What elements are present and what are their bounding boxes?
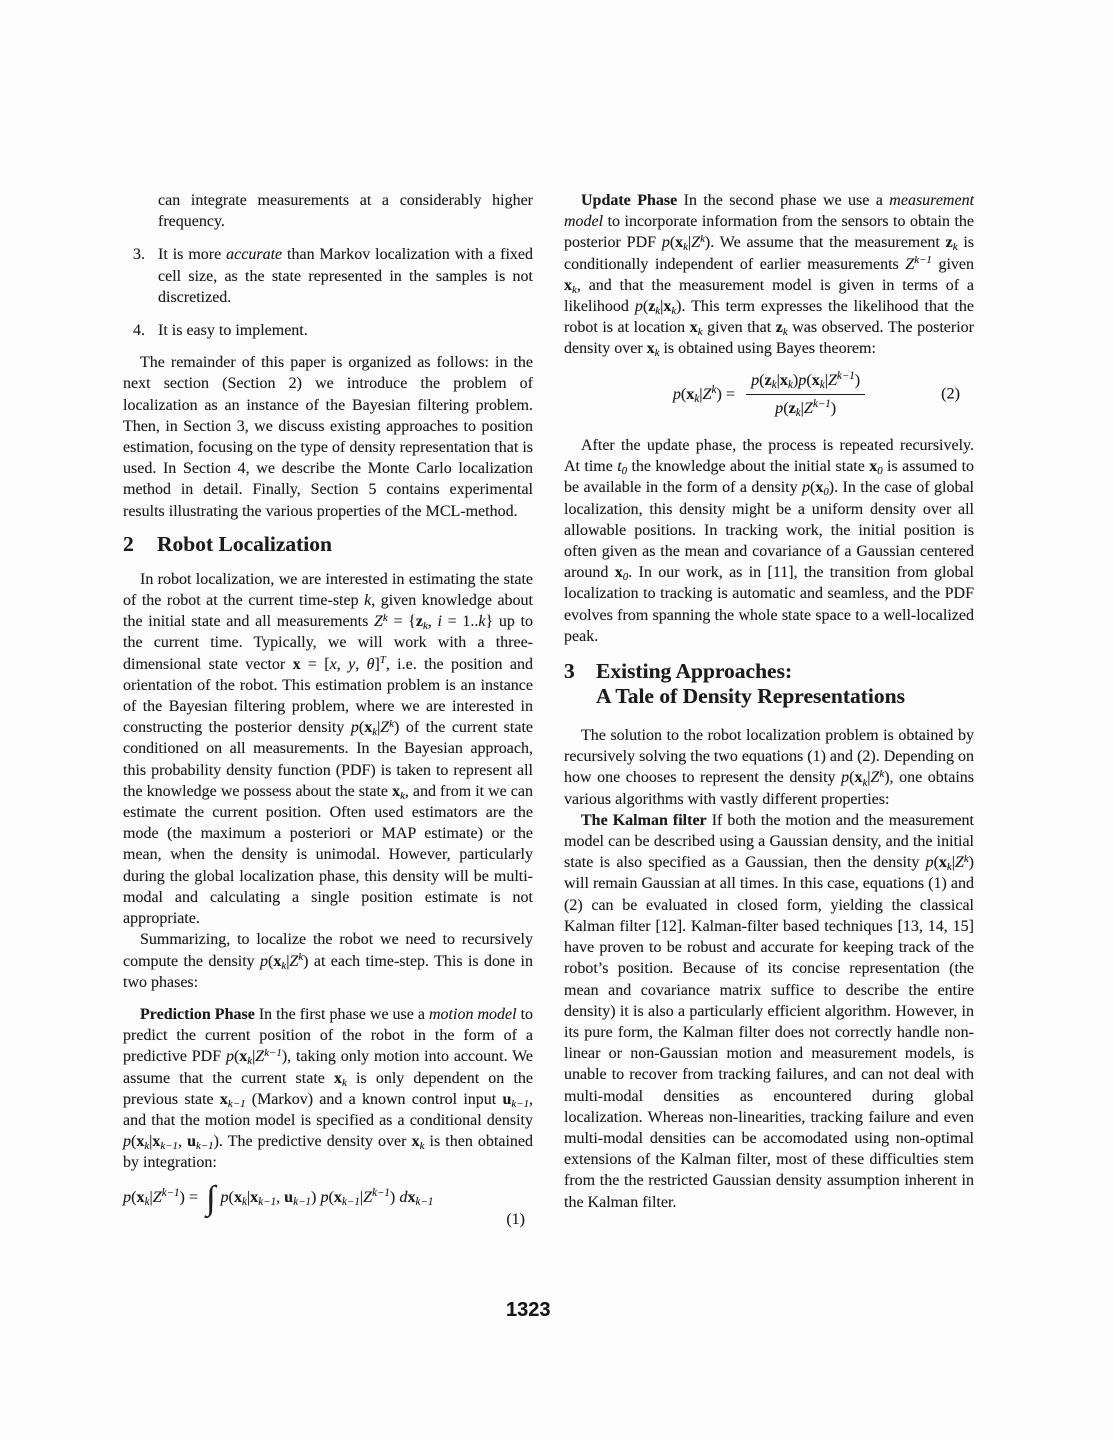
paragraph-solution: The solution to the robot localization problem is obtained by recursively solving the two equations (1) and (2). Depending on how one chooses to represent the density $p(x_k|Z^k)$, one obtains various algorithms with vastly different properties: (564, 727, 974, 808)
paragraph-update-phase: Update Phase In the second phase we use a measurement model to incorporate information from the sensors to obtain the posterior PDF $p(x_k|Z^k)$. We assume that the measurement $z_k$ is conditionally independent of earlier measurements $Z^{k-1}$ given $x_k$, and that the measurement model is given in terms of a likelihood $p(z_k|x_k)$. This term expresses the likelihood that the robot is at location $x_k$ given that $z_k$ was observed. The posterior density over $x_k$ is obtained using Bayes theorem: (564, 192, 975, 360)
paragraph-after-update: After the update phase, the process is repeated recursively. At time $t_0$ the knowledge about the initial state $x_0$ is assumed to be available in the form of a density $p(x_0)$. In the case of global localization, this density might be a uniform density over all allowable positions. In tracking work, the initial position is often given as the mean and covariance of a Gaussian centered around $x_0$. In our work, as in [11], the transition from global localization to tracking is automatic and seamless, and the PDF evolves from spanning the whole state space to a well-localized peak. (564, 437, 975, 645)
list-item-4 (123, 320, 533, 341)
paragraph-kalman-filter: The Kalman filter If both the motion and the measurement model can be described using a Gaussian density, and the initial state is also specified as a Gaussian, then the density $p(x_k|Z^k)$ will remain Gaussian at all times. In this case, equations (1) and (2) can be evaluated in closed form, yielding the classical Kalman filter [12]. Kalman-filter based techniques [13, 14, 15] have proven to be robust and accurate for keeping track of the robot’s position. Because of its concise representation (the mean and covariance matrix suffice to describe the entire density) it is also a particularly efficient algorithm. However, in its pure form, the Kalman filter does not correctly handle non-linear or non-Gaussian motion and measurement models, is unable to recover from tracking failures, and can not deal with multi-modal densities as encountered during global localization. Whereas non-linearities, tracking failure and even multi-modal densities can be accomodated using non-optimal extensions of the Kalman filter, most of these difficulties stem from the the restricted Gaussian density assumption inherent in the Kalman filter. (564, 811, 974, 1211)
fraction-denominator: $p(z_k|Z^{k-1})$ (775, 398, 837, 419)
paragraph-summarizing: Summarizing, to localize the robot we need to recursively compute the density $p(x_k|Z^k)$ at each time-step. This is done in two phases: (123, 931, 534, 991)
fraction (746, 370, 865, 419)
section-title-line2: A Tale of Density Representations (596, 684, 905, 709)
list-item-continuation (123, 190, 533, 232)
equation-1-number: (1) (506, 1210, 525, 1228)
list-item-number: 3. (133, 246, 145, 264)
paragraph-robot-localization: In robot localization, we are interested in estimating the state of the robot at the current time-step k, given knowledge about the initial state and all measurements $Z^k = \{z_k$, i = 1..k} up to the current time. Typically, we will work with a three-dimensional state vector x = [x, y, θ]$^T$, i.e. the position and orientation of the robot. This estimation problem is an instance of the Bayesian filtering problem, where we are interested in constructing the posterior density $p(x_k|Z^k)$ of the current state conditioned on all measurements. In the Bayesian approach, this probability density function (PDF) is taken to represent all the knowledge we possess about the state $x_k$, and from it we can estimate the current position. Often used estimators are the mode (the maximum a posteriori or MAP estimate) or the mean, when the density is unimodal. However, particularly during the global localization phase, this density will be multi-modal and calculating a single position estimate is not appropriate. (123, 570, 534, 928)
equation-1 (123, 1179, 533, 1230)
equation-2 (564, 370, 974, 419)
list-item-text: can integrate measurements at a considerably higher frequency. (158, 192, 533, 231)
equation-1-lhs: $p(x_k|Z^{k-1})$ = (123, 1187, 199, 1208)
list-item-text: It is more accurate than Markov localization with a fixed cell size, as the state represented in the samples is not discretized. (158, 246, 533, 306)
section-title (596, 659, 974, 709)
left-column (123, 190, 533, 1230)
section-title-line1: Existing Approaches: (596, 659, 793, 684)
equation-1-integrand: $p(x_k|x_{k-1}$, $u_{k-1}$) $p(x_{k-1}|Z^{k-1})$ $dx_{k-1}$ (220, 1187, 434, 1208)
paragraph-prediction-phase: Prediction Phase In the first phase we use a motion model to predict the current position of the robot in the form of a predictive PDF $p(x_k|Z^{k-1})$, taking only motion into account. We assume that the current state $x_k$ is only dependent on the previous state $x_{k-1}$ (Markov) and a known control input $u_{k-1}$, and that the motion model is specified as a conditional density $p(x_k|x_{k-1}$, $u_{k-1}$). The predictive density over $x_k$ is then obtained by integration: (123, 1005, 534, 1172)
section-number: 3 (564, 659, 575, 684)
equation-1-body (123, 1179, 533, 1217)
integral-sign: ∫ (206, 1179, 216, 1217)
section-3-heading (564, 659, 974, 709)
page-number: 1323 (506, 1299, 551, 1321)
right-column (564, 190, 974, 1213)
list-item-3 (123, 244, 533, 308)
equation-2-number: (2) (941, 384, 960, 403)
fraction-numerator: $p(z_k|x_k)p(x_k|Z^{k-1})$ (746, 370, 865, 395)
section-title: Robot Localization (157, 531, 332, 556)
equation-2-lhs: $p(x_k|Z^k)$ = (672, 384, 736, 405)
list-item-number (133, 190, 158, 232)
list-item-number: 4. (133, 322, 145, 340)
paragraph-paper-organization: The remainder of this paper is organized as follows: in the next section (Section 2) we introduce the problem of localization as an instance of the Bayesian filtering problem. Then, in Section 3, we discuss existing approaches to position estimation, focusing on the type of density representation that is used. In Section 4, we describe the Monte Carlo localization method in detail. Finally, Section 5 contains experimental results illustrating the various properties of the MCL-method. (123, 354, 533, 520)
section-2-heading (123, 531, 533, 557)
list-item-text: It is easy to implement. (158, 322, 308, 340)
section-number: 2 (123, 531, 134, 556)
